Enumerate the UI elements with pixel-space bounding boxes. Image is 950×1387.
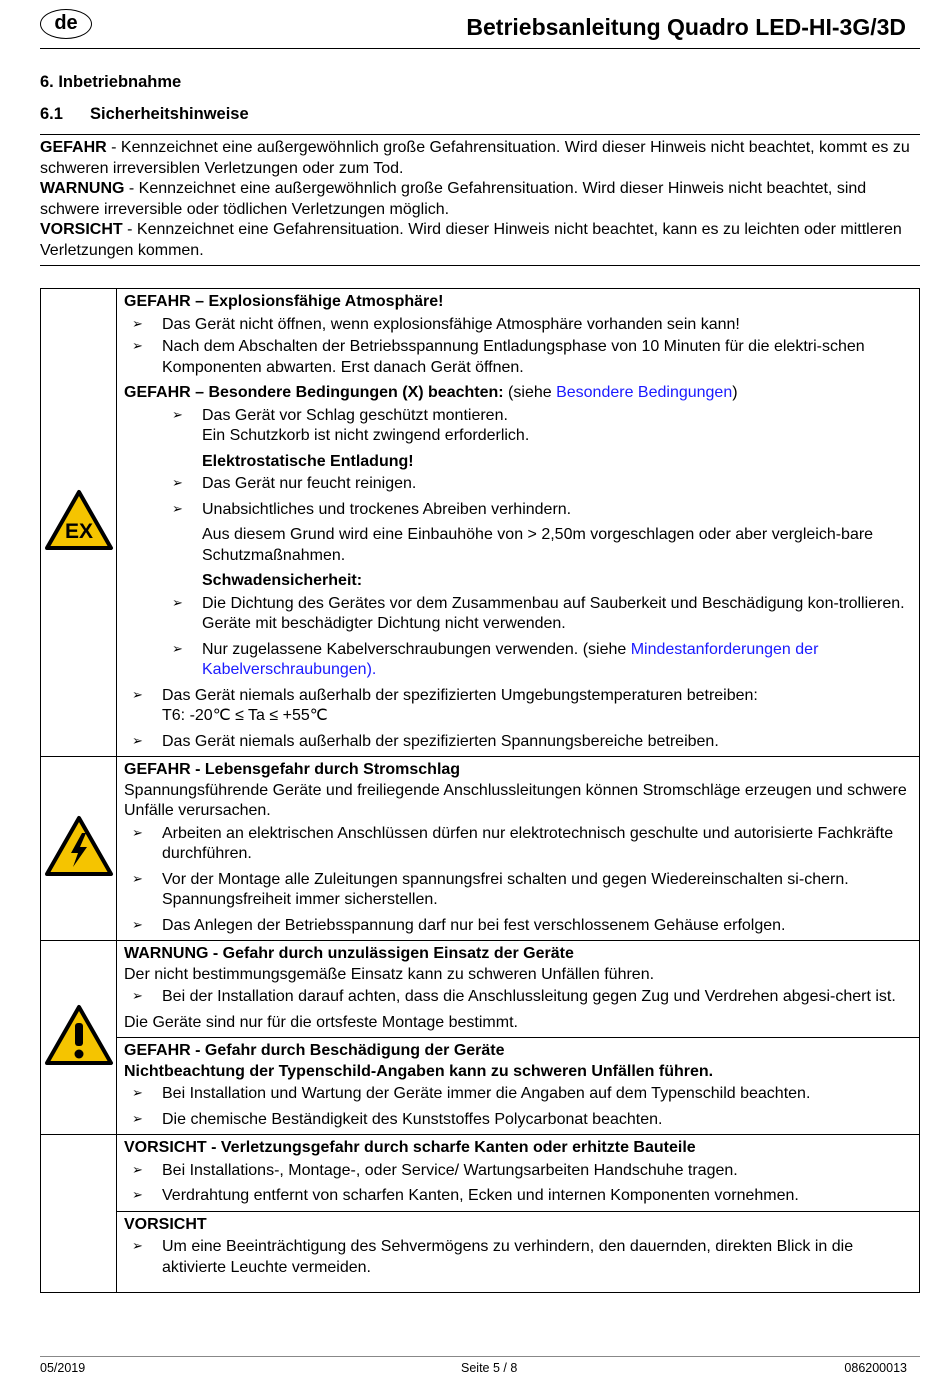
list-item: ➢ Die chemische Beständigkeit des Kunststoffes Polycarbonat beachten. [124,1110,911,1131]
list-note: Ein Schutzkorb ist nicht zwingend erforderlich. [202,427,530,444]
list-item: ➢ Nach dem Abschalten der Betriebsspannung Entladungsphase von 10 Minuten für die elektri-schen Komponenten abwarten. Erst danach Gerät öffnen. [124,337,911,378]
block-title: GEFAHR - Gefahr durch Beschädigung der Geräte [124,1042,505,1059]
legend-term: VORSICHT [40,221,123,238]
list-note: Aus diesem Grund wird eine Einbauhöhe von > 2,50m vorgeschlagen oder aber vergleich-bare Schutzmaßnahmen. [202,526,874,564]
ref-text: (siehe [503,384,557,401]
subsection-title: Sicherheitshinweise [90,105,249,123]
header-divider [40,48,920,49]
legend-text: - Kennzeichnet eine außergewöhnlich große Gefahrensituation. Wird dieser Hinweis nicht beachtet, kommt es zu schweren irreversiblen Verletzungen oder zum Tod. [40,139,910,177]
legend-term: WARNUNG [40,180,125,197]
safety-row-damage [41,1038,920,1135]
icon-cell [41,289,117,757]
electric-block [117,757,920,941]
ex-warning-icon [44,489,114,551]
high-voltage-icon [44,815,114,877]
list-item: ➢ Das Gerät nur feucht reinigen. [124,474,911,495]
footer-divider [40,1356,920,1357]
eyes-block [117,1211,920,1293]
general-warning-icon [44,1004,114,1066]
subtitle-text: GEFAHR – Besondere Bedingungen (X) beachten: [124,384,504,401]
list-item: ➢ Das Gerät niemals außerhalb der spezifizierten Spannungsbereiche betreiben. [124,732,911,753]
safety-row-edges [41,1135,920,1212]
block-subtitle: Nichtbeachtung der Typenschild-Angaben kann zu schweren Unfällen führen. [124,1062,714,1080]
safety-row-eyes [41,1211,920,1293]
list-text: Das Gerät niemals außerhalb der spezifizierten Umgebungstemperaturen betreiben: [162,686,758,704]
block-title: WARNUNG - Gefahr durch unzulässigen Einsatz der Geräte [124,945,574,962]
block-title: GEFAHR - Lebensgefahr durch Stromschlag [124,761,461,778]
list-item: ➢ Arbeiten an elektrischen Anschlüssen dürfen nur elektrotechnisch geschulte und autorisierte Fachkräfte durchführen. [124,824,911,865]
list-item: ➢ Das Gerät nicht öffnen, wenn explosionsfähige Atmosphäre vorhanden sein kann! [124,315,911,336]
legend-warnung [40,179,920,220]
subheading-swaden: Schwadensicherheit: [202,572,363,589]
subheading-electrostatic: Elektrostatische Entladung! [202,452,414,470]
subsection-heading [40,105,249,124]
damage-block [117,1038,920,1135]
list-text: Nur zugelassene Kabelverschraubungen verwenden. (siehe [202,640,631,658]
block-subtitle [124,383,911,404]
list-item: ➢ Unabsichtliches und trockenes Abreiben verhindern. [124,500,911,521]
besondere-bedingungen-link[interactable]: Besondere Bedingungen [556,384,733,401]
legend-vorsicht [40,220,920,261]
list-item [124,686,911,727]
list-item: ➢ Verdrahtung entfernt von scharfen Kanten, Ecken und internen Komponenten vornehmen. [124,1186,911,1207]
footer-page-number: Seite 5 / 8 [461,1361,518,1375]
list-item: ➢ Vor der Montage alle Zuleitungen spannungsfrei schalten und gegen Wiedereinschalten si-chern. Spannungsfreiheit immer sicherstellen. [124,870,911,911]
explosion-block [117,289,920,757]
list-item: ➢ Bei Installation und Wartung der Geräte immer die Angaben auf dem Typenschild beachten. [124,1084,911,1105]
safety-table [40,288,920,1293]
icon-cell [41,941,117,1135]
block-title: VORSICHT - Verletzungsgefahr durch scharfe Kanten oder erhitzte Bauteile [124,1139,696,1156]
subsection-number: 6.1 [40,105,63,123]
list-item: ➢ Um eine Beeinträchtigung des Sehvermögens zu verhindern, den dauernden, direkten Blick in die aktivierte Leuchte vermeiden. [124,1237,911,1278]
block-title: GEFAHR – Explosionsfähige Atmosphäre! [124,293,444,310]
edges-block [117,1135,920,1212]
footer-document-number: 086200013 [844,1361,907,1375]
misuse-block [117,941,920,1038]
footer-date: 05/2019 [40,1361,86,1375]
temperature-range: T6: -20℃ ≤ Ta ≤ +55℃ [162,707,328,724]
block-paragraph: Der nicht bestimmungsgemäße Einsatz kann zu schweren Unfällen führen. [124,965,655,983]
section-heading: 6. Inbetriebnahme [40,73,182,91]
block-paragraph: Spannungsführende Geräte und freiliegende Anschlussleitungen können Stromschläge erzeugen und schwere Unfälle verursachen. [124,781,907,819]
list-item: ➢ Bei Installations-, Montage-, oder Service/ Wartungsarbeiten Handschuhe tragen. [124,1161,911,1182]
block-title: VORSICHT [124,1215,207,1233]
list-item: ➢ Das Anlegen der Betriebsspannung darf nur bei fest verschlossenem Gehäuse erfolgen. [124,916,911,937]
legend-gefahr [40,138,920,179]
icon-cell-empty [41,1135,117,1293]
kabelverschraubungen-link[interactable]: Mindestanforderungen der Kabelverschraubungen [202,640,819,678]
signal-word-legend [40,134,920,266]
safety-row-misuse [41,941,920,1038]
link-tail: ). [366,661,377,678]
list-item: ➢ Die Dichtung des Gerätes vor dem Zusammenbau auf Sauberkeit und Beschädigung kon-trollieren. Geräte mit beschädigter Dichtung nicht verwenden. [124,594,911,635]
block-paragraph: Die Geräte sind nur für die ortsfeste Montage bestimmt. [124,1013,518,1031]
language-badge: de [40,9,92,39]
list-item: ➢ Bei der Installation darauf achten, dass die Anschlussleitung gegen Zug und Verdrehen abgesi-chert ist. [124,987,911,1008]
safety-row-electric [41,757,920,941]
safety-row-explosion [41,289,920,757]
legend-text: - Kennzeichnet eine Gefahrensituation. Wird dieser Hinweis nicht beachtet, kann es zu leichten oder mittleren Verletzungen kommen. [40,221,902,259]
list-item: ➢ Das Gerät vor Schlag geschützt montieren. [124,406,911,427]
ref-text: ) [732,384,738,401]
legend-text: - Kennzeichnet eine außergewöhnlich große Gefahrensituation. Wird dieser Hinweis nicht beachtet, sind schwere irreversible oder tödlichen Verletzungen möglich. [40,180,867,218]
svg-text:EX: EX [64,520,93,543]
legend-term: GEFAHR [40,139,107,156]
list-item [124,640,911,681]
icon-cell [41,757,117,941]
document-title: Betriebsanleitung Quadro LED-HI-3G/3D [466,14,906,40]
